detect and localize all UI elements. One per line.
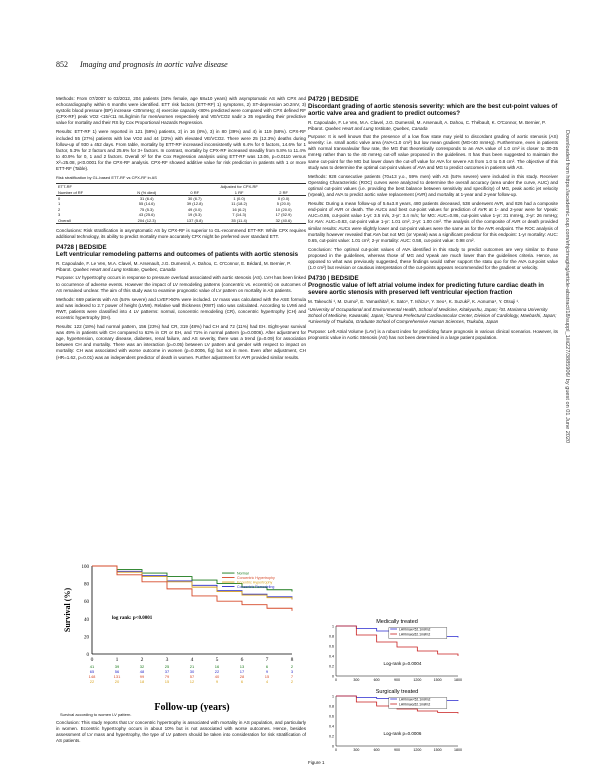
legend-label: Eccentric Hypertrophy bbox=[237, 580, 273, 585]
legend-label: LAVImax<52.1ml/m2 bbox=[399, 627, 431, 632]
table-header-cell: 2 RF bbox=[261, 190, 306, 196]
x-tick-label: 300 bbox=[353, 748, 360, 752]
y-tick-label: 0 bbox=[86, 653, 89, 658]
abstract-title-p4729: Discordant grading of aortic stenosis severity: which are the best cut-point values of aortic valve area and gradient to predict outcomes? bbox=[308, 103, 558, 117]
x-tick-label: 8 bbox=[290, 657, 294, 663]
table-cell: 31 (6.4) bbox=[139, 196, 154, 202]
y-tick-label: 0.2 bbox=[329, 734, 334, 739]
table-cell: 30 (6.7) bbox=[187, 196, 202, 202]
y-tick-label: 0 bbox=[332, 744, 334, 749]
affiliations-p4730: ¹University of Occupational and Environmental Health, School of Medicine, Kitakyushu, Japan; ²St. Marianna University School of Medicine, Kawasaki, Japan; ³Gunma Prefectural Cardiovascular Center, Division of Cardiology, Maebashi, Japan; ⁴University of Tsukuba, Graduate School of Comprehensive Human Sciences, Tsukuba, Japan bbox=[308, 307, 557, 325]
at-risk-value: 12 bbox=[189, 679, 195, 684]
table-cell: 204 (12.3) bbox=[121, 218, 172, 224]
table-cell: 11 (18.2) bbox=[231, 201, 247, 207]
x-tick-label: 900 bbox=[394, 678, 400, 682]
logrank-label: log rank: p<0.0001 bbox=[112, 615, 153, 621]
x-tick-label: 5 bbox=[215, 657, 219, 663]
y-axis-label: Survival (%) bbox=[63, 587, 72, 633]
legend-label: LAVImax≥52.1ml/m2 bbox=[399, 632, 431, 637]
methods-p4729: Methods: 928 consecutive patients (70±13 y.o., 59% men) with AS (54% severe) were included in this study. Receiver Operating Characteristic (ROC) curves were analyzed to determine the overall accuracy (area under the curve, AUC) and optimal cut-point values (i.e. providing the best balance between sensitivity and specificity) of MG, peak aortic jet velocity (Vpeak), and AVA to predict aortic valve replacement (AVR) and mortality at 1-year and 2-year follow-up. bbox=[308, 173, 558, 198]
risk-table bbox=[56, 183, 306, 224]
conclusion-p4729: Conclusion: The optimal cut-point values of AVA identified in this study to predict outcomes are very similar to those proposed in the guidelines, whereas those of MG and Vpeak are much lower than the guidelines criteria. Hence, as opposed to what was previously suggested, these findings would rather support the statu quo for the AVA cut-point value (1.0 cm²) but revision or cautious interpretation of the cut-points appears recommended for the gradient or velocity. bbox=[308, 246, 558, 271]
x-tick-label: 1800 bbox=[454, 748, 462, 752]
running-title: Imaging and prognosis in aortic valve disease bbox=[80, 60, 228, 69]
panel-title: Medically treated bbox=[376, 619, 418, 625]
at-risk-value: 13 bbox=[239, 664, 245, 669]
at-risk-value: 15 bbox=[264, 674, 270, 679]
at-risk-value: 30 bbox=[189, 669, 195, 674]
y-tick-label: 1 bbox=[332, 624, 334, 629]
y-tick-label: 0.4 bbox=[329, 724, 334, 729]
methods-p4728: Methods: 669 patients with AS (54% severe) and LVEF>50% were included. LV mass was calculated with the ASE formula and was indexed to 2.7 power of height (LVMI). Relative wall thickness (RWT) ratio was calculated. According to LVMi and RWT, patients were classified into 4 LV patterns: normal, concentric remodeling (CR), concentric hypertrophy (CH) and eccentric hypertrophy (EH). bbox=[56, 296, 306, 320]
table-body bbox=[56, 196, 306, 224]
y-tick-label: 0.8 bbox=[329, 634, 334, 639]
right-column bbox=[308, 96, 558, 344]
conclusions-paragraph: Conclusions: Risk stratification in asymptomatic AS by CPX-RF is superior to GL-recommend ETT-RF. While CPX requires additional technology, its ability to predict mortality more accurately CPX might be preferred over standard ETT. bbox=[56, 228, 306, 240]
y-tick-label: 0.8 bbox=[329, 704, 334, 709]
x-tick-label: 6 bbox=[240, 657, 244, 663]
at-risk-value: 57 bbox=[189, 674, 195, 679]
at-risk-value: 56 bbox=[114, 669, 120, 674]
x-tick-label: 2 bbox=[140, 657, 144, 663]
legend-label: LAVImax<52.1ml/m2 bbox=[399, 697, 431, 702]
legend-label: Normal bbox=[237, 571, 249, 576]
x-tick-label: 1500 bbox=[433, 678, 442, 682]
logrank-label: Log-rank p=0.0004 bbox=[383, 661, 422, 666]
panel-title: Surgically treated bbox=[375, 689, 419, 695]
y-tick-label: 0.6 bbox=[329, 644, 334, 649]
y-tick-label: 80 bbox=[84, 582, 89, 588]
at-risk-value: 41 bbox=[89, 664, 95, 669]
x-tick-label: 1800 bbox=[454, 678, 462, 682]
at-risk-value: 18 bbox=[139, 679, 145, 684]
methods-paragraph: Methods: From 07/2007 to 03/2012, 204 patients (34% female, age 68±10 years) with asymptomatic AS with CPX and echocardiography within 6 months were identified. ETT risk factors (ETT-RF) 1) symptoms, 2) ST-depression ≥0.2mV, 3) systolic blood pressure (BP) increase <20mmHg; 4) exercise capacity <80% predicted were compared with CPX defined RF (CPX-RF) peak VO2 <15/<11 mL/kg/min for men/women respectively and VE/VCO2 nadir ≥ 35 regarding their predictive value for mortality and their RS by Cox Proportional Hazards Regression. bbox=[56, 96, 306, 126]
table-cell: 10 (20.0) bbox=[275, 206, 292, 212]
figure-label: Figure 1 bbox=[308, 760, 325, 765]
x-tick-label: 7 bbox=[265, 657, 269, 663]
at-risk-value: 20 bbox=[114, 679, 120, 684]
table-cell: 2 bbox=[58, 206, 61, 212]
y-tick-label: 40 bbox=[84, 617, 89, 623]
at-risk-value: 28 bbox=[239, 674, 245, 679]
at-risk-value: 9 bbox=[215, 679, 219, 684]
y-tick-label: 0.2 bbox=[329, 664, 334, 669]
results-p4728: Results: 122 (18%) had normal pattern, 156 (23%) had CR, 319 (48%) had CH and 72 (11%) had EH. Eight-year survival was 49% in patients with CH compared to 62% in CR or EH, and 71% in normal pattern (p=0.0006). After adjustment for age, hypertension, coronary disease, diabetes, renal failure, and AS severity, there was a trend (p=0.09) for association between CH and mortality. There was an interaction (p=0.05) between LV pattern and gender with respect to impact on mortality: CH was associated with worse outcome in women (p=0.0006, fig) but not in men. Even after adjustment, CH (HR=1.62, p=0.01) was an independent predictor of death in women. Further adjustment for AVR provided similar results. bbox=[56, 324, 306, 360]
y-tick-label: 0 bbox=[332, 674, 334, 679]
table-cell: 17 (52.9) bbox=[275, 212, 292, 218]
at-risk-value: 3 bbox=[290, 669, 294, 674]
table-group-ett: ETT-RF bbox=[56, 184, 172, 190]
download-watermark: Downloaded from https://academic.oup.com/ehjcimaging/article-abstract/18/suppl_1/iii227/3885906/ by guest on 01 June 2020 bbox=[564, 130, 570, 444]
at-risk-value: 15 bbox=[164, 679, 170, 684]
table-cell: 0 bbox=[58, 196, 61, 202]
abstract-title-p4730: Prognostic value of left atrial volume index for predicting future cardiac death in severe aortic stenosis with preserved left ventricular ejection fraction bbox=[308, 282, 544, 297]
y-tick-label: 0.6 bbox=[329, 714, 334, 719]
table-cell: 19 (5.3) bbox=[187, 212, 202, 218]
at-risk-value: 99 bbox=[139, 674, 145, 679]
table-header-cell: 1 RF bbox=[217, 190, 261, 196]
table-cell: 55 (14.6) bbox=[138, 201, 155, 207]
at-risk-value: 21 bbox=[189, 664, 195, 669]
at-risk-value: 16 bbox=[214, 664, 220, 669]
table-cell: 1 bbox=[58, 201, 61, 207]
purpose-p4728: Purpose: LV hypertrophy occurs in response to pressure overload associated with aortic stenosis (AS). LVH has been linked to occurrence of adverse events. However the impact of LV remodeling patterns (concentric vs. eccentric) on outcomes of AS remained unclear. The aim of this study was to examine prognostic value of LV pattern on mortality in AS patients. bbox=[56, 275, 306, 293]
table-cell: 5 (20.0) bbox=[276, 201, 291, 207]
lav-survival-charts bbox=[308, 612, 558, 760]
y-tick-label: 0.4 bbox=[329, 654, 334, 659]
table-cell: Overall bbox=[56, 218, 121, 224]
table-header-cell: Number of RF bbox=[56, 190, 121, 196]
at-risk-value: 22 bbox=[214, 669, 220, 674]
abstract-title-p4728: Left ventricular remodeling patterns and outcomes of patients with aortic stenosis bbox=[56, 251, 299, 259]
at-risk-value: 6 bbox=[265, 664, 269, 669]
y-tick-label: 100 bbox=[81, 565, 89, 570]
at-risk-value: 65 bbox=[89, 669, 95, 674]
x-tick-label: 0 bbox=[90, 657, 94, 663]
page-number: 852 bbox=[56, 60, 68, 69]
at-risk-value: 9 bbox=[265, 669, 269, 674]
survival-chart bbox=[60, 558, 300, 712]
y-tick-label: 20 bbox=[84, 635, 89, 641]
table-cell: 0 (0.0) bbox=[277, 196, 290, 202]
table-cell: 39 (12.8) bbox=[186, 201, 203, 207]
x-tick-label: 600 bbox=[373, 678, 380, 682]
at-risk-value: 7 bbox=[290, 674, 294, 679]
table-header-cell: N (% died) bbox=[121, 190, 172, 196]
authors-p4729: R. Capoulade, F. Le Ven, M.A. Clavel, J.G. Dumesnil, M. Arsenault, A. Dahou, C. Thébault, K. O'Connor, M. Bernier, P. Pibarot. Quebec Heart and Lung Institute, Quebec, Canada bbox=[308, 120, 546, 132]
at-risk-value: 79 bbox=[164, 674, 170, 679]
table-row bbox=[56, 218, 306, 224]
purpose-p4730: Purpose: Left Atrial Volume (LAV) is a robust index for predicting future prognosis in various clinical scenarios. However, its prognostic value in Aortic Stenosis (AS) has not been determined in a large patient population. bbox=[308, 328, 558, 340]
at-risk-value: 2 bbox=[290, 664, 294, 669]
logrank-label: Log-rank p=0.0006 bbox=[383, 731, 422, 736]
x-tick-label: 1500 bbox=[433, 748, 442, 752]
x-tick-label: 600 bbox=[373, 748, 380, 752]
at-risk-value: 148 bbox=[88, 674, 96, 679]
at-risk-value: 4 bbox=[265, 679, 269, 684]
conclusion-p4728-wrap bbox=[56, 720, 306, 747]
table-cell: 3 bbox=[58, 212, 61, 218]
at-risk-value: 6 bbox=[240, 679, 244, 684]
at-risk-value: 37 bbox=[164, 669, 170, 674]
x-tick-label: 1200 bbox=[413, 678, 422, 682]
at-risk-value: 131 bbox=[113, 674, 121, 679]
x-tick-label: 0 bbox=[335, 678, 337, 682]
abstract-id-p4729: P4729 | BEDSIDE bbox=[308, 96, 359, 103]
x-tick-label: 1 bbox=[115, 657, 119, 663]
abstract-id-p4728: P4728 | BEDSIDE bbox=[56, 244, 107, 252]
table-cell: 7 (14.3) bbox=[232, 212, 247, 218]
authors-p4728: R. Capoulade, F. Le Ven, M.A. Clavel, M. Arsenault, J.G. Dumesnil, A. Dahou, C. O'Connor, E. Bédard, M. Bernier, P. Pibarot. Quebec Heart and Lung Institute, Quebec, Canada bbox=[56, 261, 291, 273]
table-cell: 49 (0.0) bbox=[187, 206, 202, 212]
legend-label: Concentric Remodeling bbox=[237, 585, 275, 590]
x-tick-label: 4 bbox=[190, 657, 194, 663]
at-risk-value: 39 bbox=[114, 664, 120, 669]
y-tick-label: 60 bbox=[84, 600, 89, 606]
table-cell: 35 (11.4) bbox=[217, 218, 261, 224]
authors-p4730: M. Takeuchi ¹, M. Izumo², E. Yamashita³, K. Sato⁴, T. Ishizu⁴, Y. Seo⁴, K. Suzuki², K. Aonuma⁴, Y. Otsuji ¹. bbox=[308, 299, 520, 305]
legend-label: Concentric Hypertrophy bbox=[237, 576, 275, 581]
x-axis-label: Follow-up (years) bbox=[154, 702, 230, 712]
at-risk-value: 2 bbox=[290, 679, 294, 684]
table-caption: Risk stratification by GL-based ETT-RF vs CPX-RF in AS bbox=[56, 175, 157, 181]
y-tick-label: 1 bbox=[332, 694, 334, 699]
table-group-cpx: Adjusted for CPX-RF bbox=[172, 184, 306, 190]
results-paragraph: Results: ETT-RF 1) were reported in 121 (59%) patients, 2) in 16 (8%), 3) in 80 (39%) and 4) in 119 (58%). CPX-RF included 55 (27%) patients with low VO2 and 44 (22%) with elevated VE/VCO2. There were 25 (12.3%) deaths during follow-up of 930 ± 452 days. From table, mortality by ETT-RF increased inconsistently with 6.4% for 0 factors, 14.6% for 1 factor, 5.3% for 2 factors and 25.6% for 3+ factors. In contrast, mortality by CPX-RF increased steadily from 5.8% to 11.4% to 40.9% for 0, 1 and 2 factors. Overall X² for the Cox Regression analysis using ETT-RF was 13.06, p=0.0110 versus X²=25.08, p<0.0001 for the CPX-RF analysis. CPX-RF showed additive value for risk prediction in patients with 1 or more ETT-RF (Table). bbox=[56, 129, 306, 172]
at-risk-value: 25 bbox=[164, 664, 170, 669]
x-tick-label: 300 bbox=[353, 678, 360, 682]
abstract-id-p4730: P4730 | BEDSIDE bbox=[308, 275, 359, 283]
legend-label: LAVImax≥52.1ml/m2 bbox=[399, 702, 431, 707]
running-header bbox=[56, 60, 228, 69]
table-cell: 137 (5.8) bbox=[172, 218, 217, 224]
at-risk-value: 40 bbox=[214, 674, 220, 679]
conclusion-p4728: Conclusion: This study reports that LV concentric hypertrophy is associated with mortality in AS population, and particularly in women. Eccentric hypertrophy occurs in about 10% but is not associated with worse outcomes. Hence, besides assessment of LV mass and hypertrophy, the type of LV pattern should be taken into consideration for risk stratification of AS patients. bbox=[56, 720, 306, 744]
x-tick-label: 1200 bbox=[413, 748, 422, 752]
table-cell: 1 (0.0) bbox=[233, 196, 245, 202]
table-cell: 43 (25.6) bbox=[138, 212, 155, 218]
table-header-cell: 0 RF bbox=[172, 190, 217, 196]
at-risk-value: 17 bbox=[239, 669, 245, 674]
left-column bbox=[56, 96, 306, 364]
x-tick-label: 0 bbox=[335, 748, 337, 752]
table-cell: 16 (6.2) bbox=[232, 206, 247, 212]
purpose-p4729: Purpose: It is well known that the presence of a low flow state may yield to discordant grading of aortic stenosis (AS) severity: i.e. small aortic valve area (AVA<1.0 cm²) but low mean gradient (MG<40 mmHg). Furthermore, even in patients with normal transvalvular flow rate, the MG that theoretically corresponds to an AVA value of 1.0 cm² is closer to 30-35 mmHg rather than to the 40 mmHg cut-off value proposed in the guidelines. It has thus been suggested to maintain the same cut-point for the MG but lower down the cut-off value for AVA for severe AS from 1.0 to 0.8 cm². The objective of this study was to determine the optimal cut-point values of AVA and MG to predict outcomes in patients with AS. bbox=[308, 134, 558, 170]
results-p4729: Results: During a mean follow-up of 5.6±3.8 years, 480 patients deceased, 538 underwent AVR, and 826 had a composite end-point of AVR or death. The AUCs and best cut-point values for prediction of AVR at 1- and 2-year were for Vpeak: AUC=0.86, cut-point value 1-yr: 3.5 m/s, 2-yr: 3.4 m/s; for MG: AUC=0.86, cut-point value 1-yr: 31 mmHg, 2-yr: 26 mmHg; for AVA: AUC=0.83, cut-point value 1-yr: 1.01 cm², 2-yr: 1.00 cm². The analysis of the composite of AVR or death provided similar results: AUCs were slightly lower and cut-point values were the same as for the AVR endpoint. The ROC analysis of mortality however revealed that AVA but not MG (or Vpeak) was a significant predictor for this endpoint: 1-yr mortality: AUC: 0.65, cut-point value: 1.01 cm²; 2-yr mortality: AUC: 0.58, cut-point value: 0.98 cm². bbox=[308, 201, 558, 243]
at-risk-value: 32 bbox=[139, 664, 145, 669]
table-cell: 75 (5.3) bbox=[139, 206, 154, 212]
at-risk-value: 22 bbox=[89, 679, 95, 684]
figure-caption-p4728: Survival according to women LV pattern. bbox=[60, 712, 132, 717]
x-tick-label: 3 bbox=[165, 657, 169, 663]
at-risk-value: 48 bbox=[139, 669, 145, 674]
x-tick-label: 900 bbox=[394, 748, 400, 752]
table-cell: 32 (40.6) bbox=[261, 218, 306, 224]
